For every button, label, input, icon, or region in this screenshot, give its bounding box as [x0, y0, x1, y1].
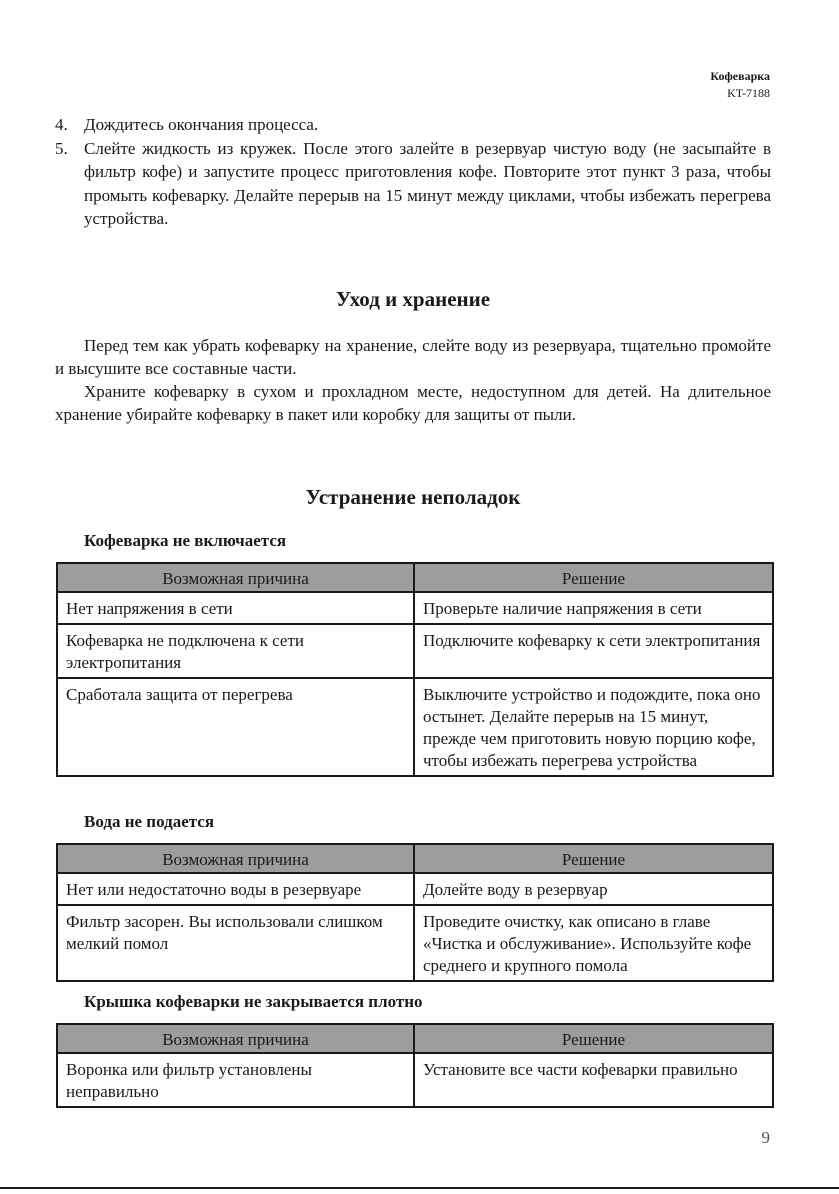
col-header-cause: Возможная причина [57, 563, 414, 592]
step-number: 4. [55, 115, 68, 134]
cause-cell: Нет напряжения в сети [57, 592, 414, 624]
cause-cell: Кофеварка не подключена к сети электропитания [57, 624, 414, 678]
section-title: Вода не подается [84, 812, 215, 831]
troubleshooting-table [56, 562, 774, 777]
bottom-divider [0, 1187, 839, 1189]
table-row [57, 678, 773, 776]
header-brand: Кофеварка [710, 69, 770, 83]
table-header-row [57, 1024, 773, 1053]
cause-cell: Сработала защита от перегрева [57, 678, 414, 776]
col-header-cause: Возможная причина [57, 844, 414, 873]
cause-cell: Фильтр засорен. Вы использовали слишком мелкий помол [57, 905, 414, 981]
header-model: KT-7188 [727, 86, 770, 100]
col-header-solution: Решение [414, 1024, 773, 1053]
table-row [57, 905, 773, 981]
step-item [55, 113, 771, 137]
solution-cell: Проведите очистку, как описано в главе «Чистка и обслуживание». Используйте кофе среднего и крупного помола [414, 905, 773, 981]
page-header [710, 68, 770, 102]
table-row [57, 1053, 773, 1107]
col-header-solution: Решение [414, 563, 773, 592]
solution-cell: Выключите устройство и подождите, пока оно остынет. Делайте перерыв на 15 минут, прежде чем приготовить новую порцию кофе, чтобы избежать перегрева устройства [414, 678, 773, 776]
cause-cell: Нет или недостаточно воды в резервуаре [57, 873, 414, 905]
step-item [55, 137, 771, 231]
step-text: Дождитесь окончания процесса. [84, 115, 319, 134]
table-row [57, 592, 773, 624]
solution-cell: Долейте воду в резервуар [414, 873, 773, 905]
step-text: Слейте жидкость из кружек. После этого залейте в резервуар чистую воду (не засыпайте в фильтр кофе) и запустите процесс приготовления кофе. Повторите этот пункт 3 раза, чтобы промыть кофеварку. Делайте перерыв на 15 минут между циклами, чтобы избежать перегрева устройства. [84, 138, 771, 228]
section-title: Крышка кофеварки не закрывается плотно [84, 992, 423, 1011]
table-row [57, 873, 773, 905]
section-title: Кофеварка не включается [84, 531, 287, 550]
solution-cell: Проверьте наличие напряжения в сети [414, 592, 773, 624]
table-row [57, 624, 773, 678]
care-paragraph: Перед тем как убрать кофеварку на хранение, слейте воду из резервуара, тщательно промойте и высушите все составные части. [55, 336, 771, 378]
col-header-solution: Решение [414, 844, 773, 873]
troubleshooting-table [56, 1023, 774, 1108]
solution-cell: Установите все части кофеварки правильно [414, 1053, 773, 1107]
table-header-row [57, 844, 773, 873]
col-header-cause: Возможная причина [57, 1024, 414, 1053]
step-number: 5. [55, 138, 68, 158]
table-header-row [57, 563, 773, 592]
page-number: 9 [761, 1128, 770, 1147]
care-paragraph: Храните кофеварку в сухом и прохладном месте, недоступном для детей. На длительное хранение убирайте кофеварку в пакет или коробку для защиты от пыли. [55, 382, 771, 424]
solution-cell: Подключите кофеварку к сети электропитания [414, 624, 773, 678]
steps-list [55, 113, 771, 231]
troubleshooting-heading: Устранение неполадок [305, 485, 521, 509]
cause-cell: Воронка или фильтр установлены неправильно [57, 1053, 414, 1107]
troubleshooting-table [56, 843, 774, 982]
care-heading: Уход и хранение [335, 287, 491, 311]
